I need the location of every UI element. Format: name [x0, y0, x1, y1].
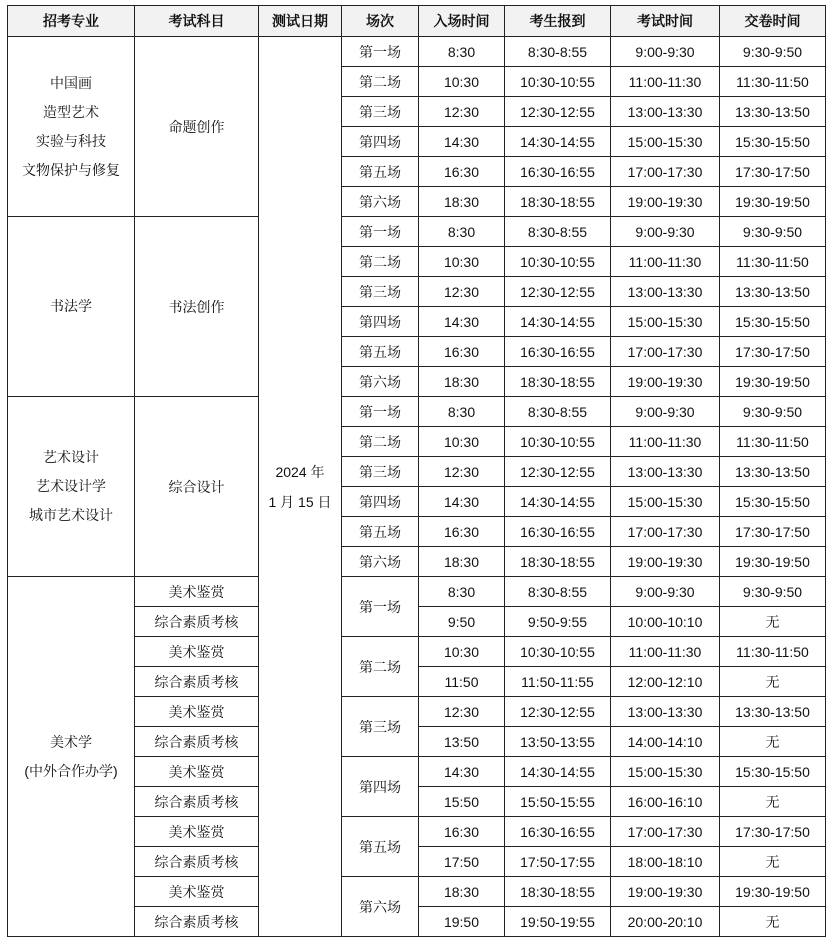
exam-time: 11:00-11:30 — [611, 637, 720, 667]
submit-time: 17:30-17:50 — [720, 517, 826, 547]
submit-time: 13:30-13:50 — [720, 457, 826, 487]
header-test-date: 测试日期 — [259, 6, 342, 37]
exam-time: 13:00-13:30 — [611, 697, 720, 727]
submit-time: 19:30-19:50 — [720, 187, 826, 217]
table-row — [8, 217, 826, 247]
session-name: 第三场 — [342, 277, 419, 307]
checkin-time: 10:30-10:55 — [505, 427, 611, 457]
session-name: 第六场 — [342, 367, 419, 397]
checkin-time: 19:50-19:55 — [505, 907, 611, 937]
exam-time: 11:00-11:30 — [611, 247, 720, 277]
exam-time: 15:00-15:30 — [611, 307, 720, 337]
exam-time: 13:00-13:30 — [611, 457, 720, 487]
exam-time: 17:00-17:30 — [611, 337, 720, 367]
major-name: 文物保护与修复 — [22, 161, 120, 178]
checkin-time: 9:50-9:55 — [505, 607, 611, 637]
exam-time: 15:00-15:30 — [611, 487, 720, 517]
entry-time: 16:30 — [419, 157, 505, 187]
submit-time: 9:30-9:50 — [720, 397, 826, 427]
exam-time: 20:00-20:10 — [611, 907, 720, 937]
exam-schedule-table — [7, 5, 826, 937]
header-major: 招考专业 — [8, 6, 135, 37]
entry-time: 10:30 — [419, 67, 505, 97]
subject-cell: 美术鉴赏 — [135, 577, 259, 607]
subject-cell: 命题创作 — [135, 37, 259, 217]
entry-time: 9:50 — [419, 607, 505, 637]
session-name: 第一场 — [342, 217, 419, 247]
entry-time: 15:50 — [419, 787, 505, 817]
major-cell — [8, 397, 135, 577]
exam-time: 19:00-19:30 — [611, 367, 720, 397]
exam-time: 9:00-9:30 — [611, 217, 720, 247]
header-session: 场次 — [342, 6, 419, 37]
checkin-time: 10:30-10:55 — [505, 67, 611, 97]
header-submit-time: 交卷时间 — [720, 6, 826, 37]
exam-time: 9:00-9:30 — [611, 397, 720, 427]
submit-time: 13:30-13:50 — [720, 697, 826, 727]
exam-time: 17:00-17:30 — [611, 157, 720, 187]
table-row — [8, 397, 826, 427]
submit-time: 无 — [720, 847, 826, 877]
submit-time: 无 — [720, 607, 826, 637]
submit-time: 9:30-9:50 — [720, 37, 826, 67]
major-cell — [8, 217, 135, 397]
entry-time: 16:30 — [419, 337, 505, 367]
exam-time: 10:00-10:10 — [611, 607, 720, 637]
major-cell — [8, 37, 135, 217]
submit-time: 无 — [720, 727, 826, 757]
entry-time: 12:30 — [419, 277, 505, 307]
subject-cell: 美术鉴赏 — [135, 637, 259, 667]
entry-time: 18:30 — [419, 547, 505, 577]
checkin-time: 17:50-17:55 — [505, 847, 611, 877]
session-name: 第五场 — [342, 337, 419, 367]
header-row — [8, 6, 826, 37]
subject-cell: 综合素质考核 — [135, 847, 259, 877]
submit-time: 19:30-19:50 — [720, 877, 826, 907]
session-name: 第四场 — [342, 127, 419, 157]
checkin-time: 16:30-16:55 — [505, 817, 611, 847]
session-name: 第六场 — [342, 547, 419, 577]
checkin-time: 16:30-16:55 — [505, 517, 611, 547]
checkin-time: 16:30-16:55 — [505, 337, 611, 367]
submit-time: 15:30-15:50 — [720, 127, 826, 157]
exam-time: 15:00-15:30 — [611, 757, 720, 787]
header-subject: 考试科目 — [135, 6, 259, 37]
test-date-line: 1 月 15 日 — [268, 493, 332, 510]
entry-time: 18:30 — [419, 367, 505, 397]
exam-time: 18:00-18:10 — [611, 847, 720, 877]
entry-time: 12:30 — [419, 697, 505, 727]
entry-time: 14:30 — [419, 487, 505, 517]
subject-cell: 美术鉴赏 — [135, 817, 259, 847]
submit-time: 15:30-15:50 — [720, 487, 826, 517]
checkin-time: 10:30-10:55 — [505, 637, 611, 667]
submit-time: 15:30-15:50 — [720, 307, 826, 337]
table-row — [8, 577, 826, 607]
session-name: 第一场 — [342, 37, 419, 67]
subject-cell: 综合素质考核 — [135, 907, 259, 937]
session-name: 第四场 — [342, 757, 419, 817]
session-name: 第五场 — [342, 817, 419, 877]
major-name: 书法学 — [50, 298, 92, 314]
entry-time: 12:30 — [419, 457, 505, 487]
schedule-document — [7, 5, 826, 937]
submit-time: 15:30-15:50 — [720, 757, 826, 787]
submit-time: 11:30-11:50 — [720, 67, 826, 97]
exam-time: 13:00-13:30 — [611, 97, 720, 127]
exam-time: 9:00-9:30 — [611, 37, 720, 67]
submit-time: 17:30-17:50 — [720, 817, 826, 847]
checkin-time: 10:30-10:55 — [505, 247, 611, 277]
subject-cell: 美术鉴赏 — [135, 757, 259, 787]
exam-time: 19:00-19:30 — [611, 547, 720, 577]
subject-cell: 美术鉴赏 — [135, 697, 259, 727]
exam-time: 11:00-11:30 — [611, 427, 720, 457]
entry-time: 8:30 — [419, 217, 505, 247]
exam-time: 17:00-17:30 — [611, 817, 720, 847]
major-cell — [8, 577, 135, 937]
submit-time: 11:30-11:50 — [720, 247, 826, 277]
session-name: 第二场 — [342, 427, 419, 457]
entry-time: 10:30 — [419, 637, 505, 667]
entry-time: 14:30 — [419, 307, 505, 337]
table-row — [8, 37, 826, 67]
submit-time: 19:30-19:50 — [720, 367, 826, 397]
checkin-time: 18:30-18:55 — [505, 547, 611, 577]
checkin-time: 12:30-12:55 — [505, 97, 611, 127]
checkin-time: 15:50-15:55 — [505, 787, 611, 817]
entry-time: 10:30 — [419, 247, 505, 277]
subject-cell: 综合素质考核 — [135, 607, 259, 637]
subject-cell: 综合素质考核 — [135, 787, 259, 817]
checkin-time: 18:30-18:55 — [505, 187, 611, 217]
checkin-time: 8:30-8:55 — [505, 217, 611, 247]
submit-time: 无 — [720, 787, 826, 817]
header-exam-time: 考试时间 — [611, 6, 720, 37]
exam-time: 9:00-9:30 — [611, 577, 720, 607]
entry-time: 16:30 — [419, 517, 505, 547]
session-name: 第一场 — [342, 397, 419, 427]
checkin-time: 13:50-13:55 — [505, 727, 611, 757]
entry-time: 11:50 — [419, 667, 505, 697]
checkin-time: 8:30-8:55 — [505, 577, 611, 607]
checkin-time: 14:30-14:55 — [505, 757, 611, 787]
session-name: 第二场 — [342, 247, 419, 277]
checkin-time: 8:30-8:55 — [505, 37, 611, 67]
exam-time: 15:00-15:30 — [611, 127, 720, 157]
major-name: 实验与科技 — [36, 132, 106, 149]
submit-time: 11:30-11:50 — [720, 427, 826, 457]
header-checkin: 考生报到 — [505, 6, 611, 37]
session-name: 第四场 — [342, 487, 419, 517]
exam-time: 19:00-19:30 — [611, 877, 720, 907]
entry-time: 13:50 — [419, 727, 505, 757]
entry-time: 12:30 — [419, 97, 505, 127]
major-name: 造型艺术 — [43, 103, 99, 120]
submit-time: 19:30-19:50 — [720, 547, 826, 577]
entry-time: 8:30 — [419, 37, 505, 67]
submit-time: 17:30-17:50 — [720, 157, 826, 187]
entry-time: 19:50 — [419, 907, 505, 937]
submit-time: 11:30-11:50 — [720, 637, 826, 667]
session-name: 第五场 — [342, 517, 419, 547]
entry-time: 18:30 — [419, 877, 505, 907]
subject-cell: 综合设计 — [135, 397, 259, 577]
checkin-time: 14:30-14:55 — [505, 487, 611, 517]
checkin-time: 12:30-12:55 — [505, 277, 611, 307]
checkin-time: 12:30-12:55 — [505, 457, 611, 487]
session-name: 第六场 — [342, 877, 419, 937]
major-name: 艺术设计学 — [36, 478, 106, 494]
exam-time: 19:00-19:30 — [611, 187, 720, 217]
checkin-time: 16:30-16:55 — [505, 157, 611, 187]
checkin-time: 14:30-14:55 — [505, 127, 611, 157]
checkin-time: 11:50-11:55 — [505, 667, 611, 697]
submit-time: 17:30-17:50 — [720, 337, 826, 367]
entry-time: 14:30 — [419, 127, 505, 157]
session-name: 第一场 — [342, 577, 419, 637]
checkin-time: 8:30-8:55 — [505, 397, 611, 427]
session-name: 第三场 — [342, 697, 419, 757]
checkin-time: 18:30-18:55 — [505, 877, 611, 907]
submit-time: 无 — [720, 667, 826, 697]
entry-time: 17:50 — [419, 847, 505, 877]
session-name: 第二场 — [342, 67, 419, 97]
major-name: 中国画 — [50, 74, 92, 91]
header-entry-time: 入场时间 — [419, 6, 505, 37]
entry-time: 8:30 — [419, 397, 505, 427]
exam-time: 14:00-14:10 — [611, 727, 720, 757]
entry-time: 18:30 — [419, 187, 505, 217]
exam-time: 11:00-11:30 — [611, 67, 720, 97]
subject-cell: 综合素质考核 — [135, 727, 259, 757]
major-name: (中外合作办学) — [24, 762, 118, 779]
session-name: 第五场 — [342, 157, 419, 187]
submit-time: 无 — [720, 907, 826, 937]
checkin-time: 14:30-14:55 — [505, 307, 611, 337]
entry-time: 16:30 — [419, 817, 505, 847]
session-name: 第二场 — [342, 637, 419, 697]
exam-time: 17:00-17:30 — [611, 517, 720, 547]
submit-time: 9:30-9:50 — [720, 217, 826, 247]
submit-time: 13:30-13:50 — [720, 277, 826, 307]
subject-cell: 美术鉴赏 — [135, 877, 259, 907]
checkin-time: 12:30-12:55 — [505, 697, 611, 727]
exam-time: 12:00-12:10 — [611, 667, 720, 697]
checkin-time: 18:30-18:55 — [505, 367, 611, 397]
session-name: 第四场 — [342, 307, 419, 337]
test-date-line: 2024 年 — [275, 463, 325, 480]
major-name: 美术学 — [50, 733, 92, 750]
major-name: 城市艺术设计 — [29, 507, 113, 523]
exam-time: 13:00-13:30 — [611, 277, 720, 307]
session-name: 第三场 — [342, 457, 419, 487]
exam-time: 16:00-16:10 — [611, 787, 720, 817]
session-name: 第三场 — [342, 97, 419, 127]
entry-time: 10:30 — [419, 427, 505, 457]
entry-time: 8:30 — [419, 577, 505, 607]
entry-time: 14:30 — [419, 757, 505, 787]
submit-time: 9:30-9:50 — [720, 577, 826, 607]
major-name: 艺术设计 — [43, 449, 99, 465]
subject-cell: 书法创作 — [135, 217, 259, 397]
submit-time: 13:30-13:50 — [720, 97, 826, 127]
session-name: 第六场 — [342, 187, 419, 217]
test-date-cell — [259, 37, 342, 937]
subject-cell: 综合素质考核 — [135, 667, 259, 697]
